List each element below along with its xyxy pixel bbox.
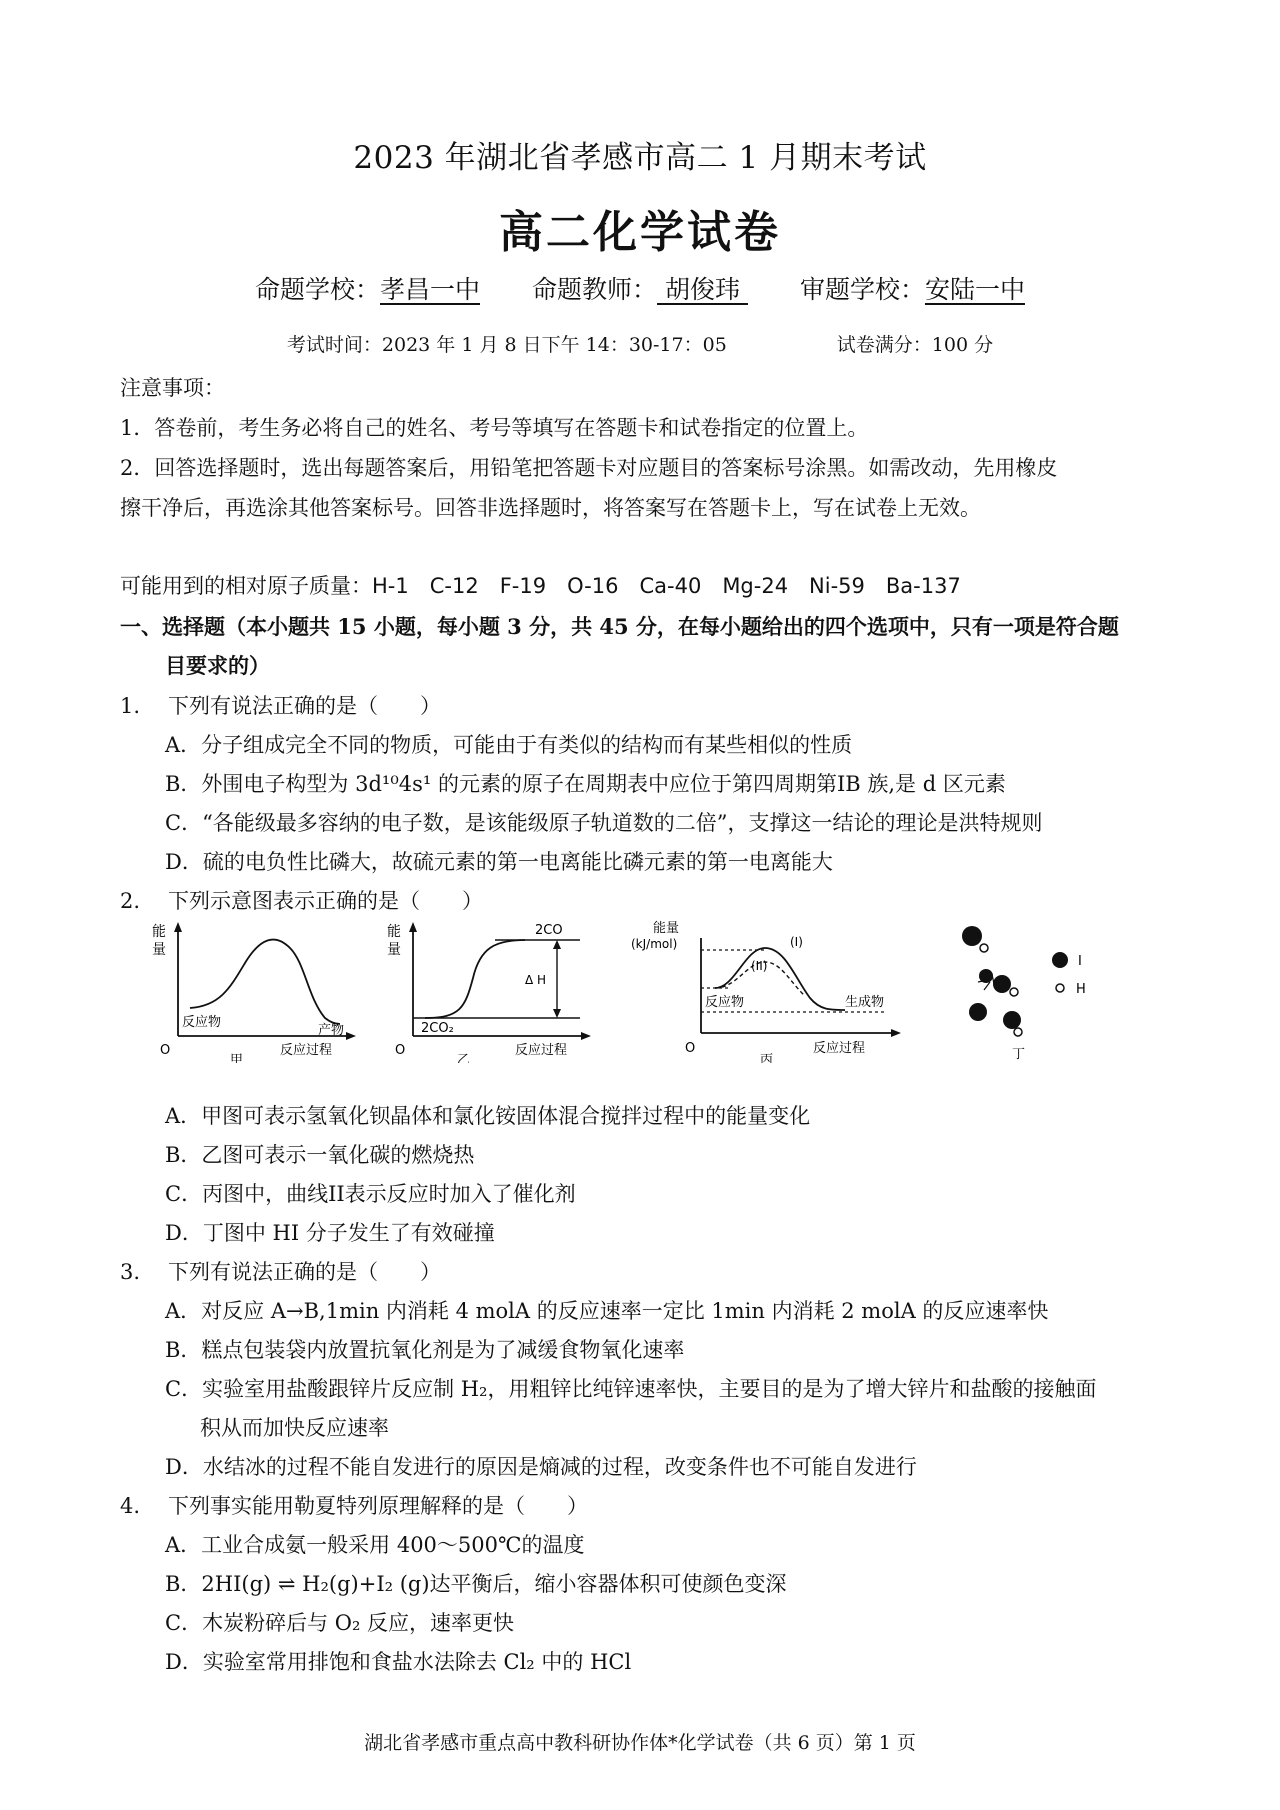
option-b: B．糕点包装袋内放置抗氧化剂是为了减缓食物氧化速率 [165,1338,685,1362]
product-label: 产物 [318,1023,345,1038]
co2-label: 2CO₂ [421,1021,454,1036]
question-number: 4. [120,1494,141,1518]
section-title: 一、选择题（本小题共 15 小题，每小题 3 分，共 45 分，在每小题给出的四个选项中，只有一项是符合题 [120,614,1119,639]
option-b: B．2HI(g) ⇌ H₂(g)+I₂ (g)达平衡后，缩小容器体积可使颜色变深 [165,1572,787,1596]
figure-jia [150,918,360,1067]
note-item: 1．答卷前，考生务必将自己的姓名、考号等填写在答题卡和试卷指定的位置上。 [120,416,869,440]
option-b: B．外围电子构型为 3d¹⁰4s¹ 的元素的原子在周期表中应位于第四周期第IB 族,是 d 区元素 [165,772,1006,796]
x-axis-label: 反应过程 [813,1041,866,1056]
teacher-label: 命题教师： [532,275,658,304]
question-number: 1. [120,694,141,718]
option-c: C．木炭粉碎后与 O₂ 反应，速率更快 [165,1611,515,1635]
figure-caption: 丙 [760,1053,774,1063]
x-axis-arrow [346,1032,356,1040]
legend-h-label: H [1076,982,1086,997]
option-b: B．乙图可表示一氧化碳的燃烧热 [165,1143,475,1167]
option-a: A．对反应 A→B,1min 内消耗 4 molA 的反应速率一定比 1min 内消耗 2 molA 的反应速率快 [165,1299,1049,1323]
option-c: C．“各能级最多容纳的电子数，是该能级原子轨道数的二倍”，支撑这一结论的理论是洪特规则 [165,811,1043,835]
full-score: 试卷满分：100 分 [836,334,994,356]
exam-meta [0,330,1280,357]
y-axis-label: 量 [387,942,401,958]
figure-caption: 丁 [1012,1047,1026,1062]
legend-h-atom [1056,984,1064,992]
legend-i-label: I [1078,954,1082,969]
y-axis-label: 能量 [653,921,680,936]
credits-line [0,270,1280,306]
h-atom [980,944,988,952]
origin-label: O [395,1043,406,1058]
figure-caption: 乙 [457,1053,471,1063]
atomic-masses: 可能用到的相对原子质量：H-1 C-12 F-19 O-16 Ca-40 Mg-24 Ni-59 Ba-137 [120,574,961,598]
question-3 [120,1256,441,1286]
figure-ding [950,918,1120,1067]
option-d: D．水结冰的过程不能自发进行的原因是熵减的过程，改变条件也不可能自发进行 [165,1455,917,1479]
question-number: 3. [120,1260,141,1284]
review-school: 安陆一中 [924,275,1025,304]
figure-yi [385,918,595,1067]
origin-label: O [685,1041,696,1056]
exam-title: 2023 年湖北省孝感市高二 1 月期末考试 [353,140,927,176]
legend-i-atom [1052,952,1068,968]
question-stem: 下列事实能用勒夏特列原理解释的是（ ） [168,1494,588,1518]
setting-teacher: 胡俊玮 [657,275,748,304]
school-label: 命题学校： [255,275,381,304]
delta-h-label: Δ H [525,973,547,987]
energy-curve [425,940,525,1018]
note-item: 2．回答选择题时，选出每题答案后，用铅笔把答题卡对应题目的答案标号涂黑。如需改动，先用橡皮 [120,456,1058,480]
i-atom [1003,1011,1021,1029]
curve-ii-label: (II) [751,959,768,973]
y-axis-arrow [174,922,182,932]
option-a: A．分子组成完全不同的物质，可能由于有类似的结构而有某些相似的性质 [165,733,853,757]
option-d: D．丁图中 HI 分子发生了有效碰撞 [165,1221,495,1245]
figure-bing [625,918,905,1067]
question-2 [120,885,483,915]
x-axis-arrow [891,1029,901,1037]
option-c: C．丙图中，曲线II表示反应时加入了催化剂 [165,1182,576,1206]
note-item: 擦干净后，再选涂其他答案标号。回答非选择题时，将答案写在答题卡上，写在试卷上无效。 [120,496,981,520]
question-stem: 下列示意图表示正确的是（ ） [168,889,483,913]
figure-caption: 甲 [230,1053,244,1063]
reactant-label: 反应物 [705,995,745,1010]
h-atom [1014,1028,1022,1036]
curve-i-label: (I) [790,935,803,949]
i-atom [969,1003,987,1021]
question-stem: 下列有说法正确的是（ ） [168,1260,441,1284]
question-stem: 下列有说法正确的是（ ） [168,694,441,718]
option-d: D．硫的电负性比磷大，故硫元素的第一电离能比磷元素的第一电离能大 [165,850,833,874]
x-axis-label: 反应过程 [280,1043,333,1058]
y-axis-label: 量 [152,942,166,958]
product-label: 生成物 [845,995,885,1010]
x-axis-label: 反应过程 [515,1043,568,1058]
section-title-cont: 目要求的） [165,653,270,678]
reactant-label: 反应物 [182,1015,222,1030]
y-axis-arrow [409,922,417,932]
origin-label: O [160,1043,171,1058]
question-number: 2. [120,889,141,913]
review-label: 审题学校： [799,275,925,304]
option-a: A．工业合成氨一般采用 400～500℃的温度 [165,1533,585,1557]
question-4 [120,1490,588,1520]
co-label: 2CO [535,923,563,938]
x-axis-arrow [581,1032,591,1040]
option-a: A．甲图可表示氢氧化钡晶体和氯化铵固体混合搅拌过程中的能量变化 [165,1104,811,1128]
paper-title: 高二化学试卷 [499,207,781,258]
energy-curve [190,940,340,1024]
option-d: D．实验室常用排饱和食盐水法除去 Cl₂ 中的 HCl [165,1650,632,1674]
setting-school: 孝昌一中 [380,275,481,304]
y-axis-label: 能 [152,924,166,940]
y-axis-label: 能 [387,924,401,940]
i-atom [993,975,1011,993]
y-axis-unit: (kJ/mol) [631,937,678,951]
question-1 [120,690,441,720]
h-atom [1010,988,1018,996]
page-footer: 湖北省孝感市重点高中教科研协作体*化学试卷（共 6 页）第 1 页 [364,1732,916,1754]
i-atom [962,926,982,946]
exam-time: 考试时间：2023 年 1 月 8 日下午 14：30-17：05 [286,334,727,356]
option-c-cont: 积从而加快反应速率 [200,1416,389,1440]
option-c: C．实验室用盐酸跟锌片反应制 H₂，用粗锌比纯锌速率快，主要目的是为了增大锌片和盐酸的接触面 [165,1377,1097,1401]
notes-heading: 注意事项： [120,376,225,400]
